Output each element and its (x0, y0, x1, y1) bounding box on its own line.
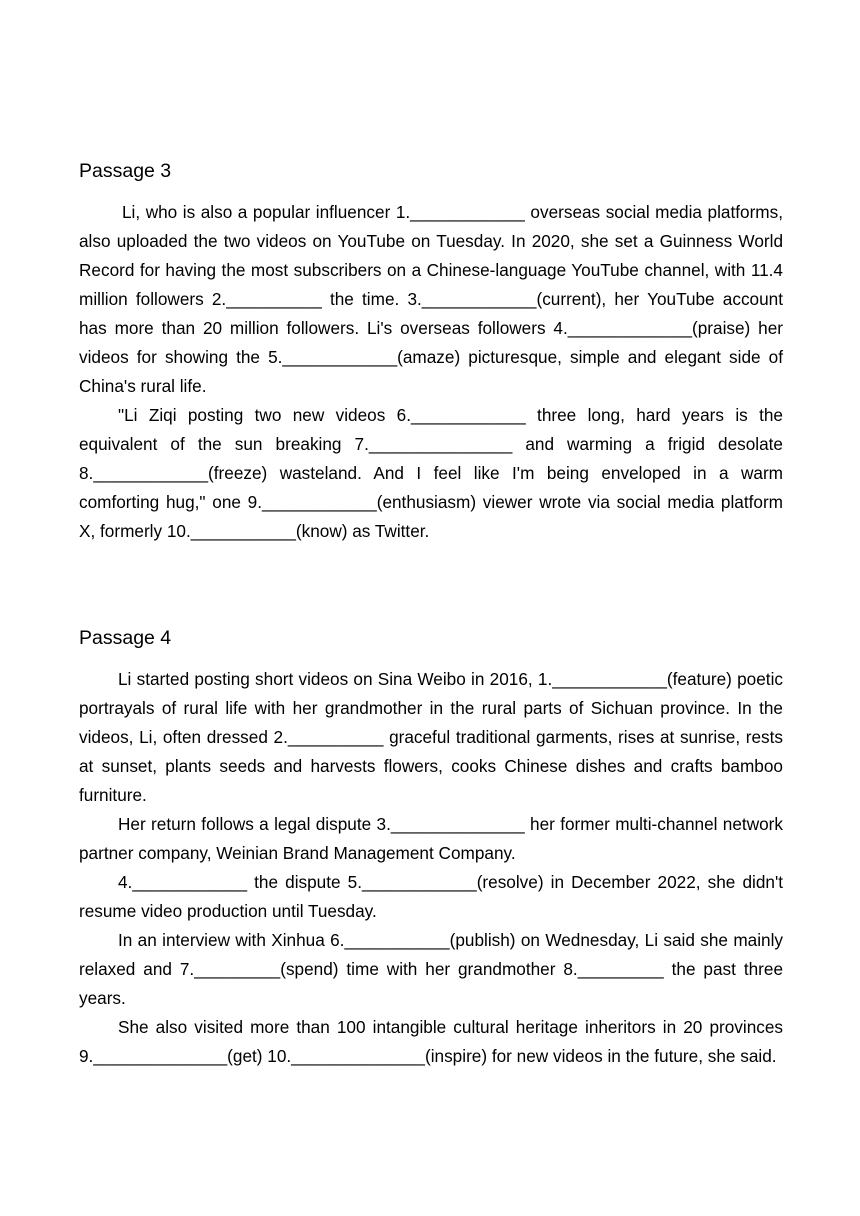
passage-3-heading: Passage 3 (79, 160, 172, 182)
passage-4-paragraph-1: Li started posting short videos on Sina Weibo in 2016, 1.____________(feature) poetic portrayals of rural life with her grandmother in the rural parts of Sichuan province. In the videos, Li, often dressed 2.__________ graceful traditional garments, rises at sunrise, rests at sunset, plants seeds and harvests flowers, cooks Chinese dishes and crafts bamboo furniture. (79, 669, 783, 805)
passage-4-paragraph-3: 4.____________ the dispute 5.____________(resolve) in December 2022, she didn't resume video production until Tuesday. (79, 872, 783, 921)
passage-4-paragraph-5: She also visited more than 100 intangible cultural heritage inheritors in 20 provinces 9.______________(get) 10.______________(inspire) for new videos in the future, she said. (79, 1017, 783, 1066)
passage-4-paragraph-2: Her return follows a legal dispute 3.______________ her former multi-channel network partner company, Weinian Brand Management Company. (79, 814, 783, 863)
passage-4-heading: Passage 4 (79, 627, 172, 649)
passage-3-body (79, 198, 783, 546)
passage-3-paragraph-1: Li, who is also a popular influencer 1.____________ overseas social media platforms, also uploaded the two videos on YouTube on Tuesday. In 2020, she set a Guinness World Record for having the most subscribers on a Chinese-language YouTube channel, with 11.4 million followers 2.__________ the time. 3.____________(current), her YouTube account has more than 20 million followers. Li's overseas followers 4._____________(praise) her videos for showing the 5.____________(amaze) picturesque, simple and elegant side of China's rural life. (79, 202, 783, 396)
passage-3-paragraph-2: "Li Ziqi posting two new videos 6.____________ three long, hard years is the equivalent of the sun breaking 7._______________ and warming a frigid desolate 8.____________(freeze) wasteland. And I feel like I'm being enveloped in a warm comforting hug," one 9.____________(enthusiasm) viewer wrote via social media platform X, formerly 10.___________(know) as Twitter. (79, 405, 783, 541)
passage-4-paragraph-4: In an interview with Xinhua 6.___________(publish) on Wednesday, Li said she mainly relaxed and 7._________(spend) time with her grandmother 8._________ the past three years. (79, 930, 783, 1008)
passage-4-body (79, 665, 783, 1071)
